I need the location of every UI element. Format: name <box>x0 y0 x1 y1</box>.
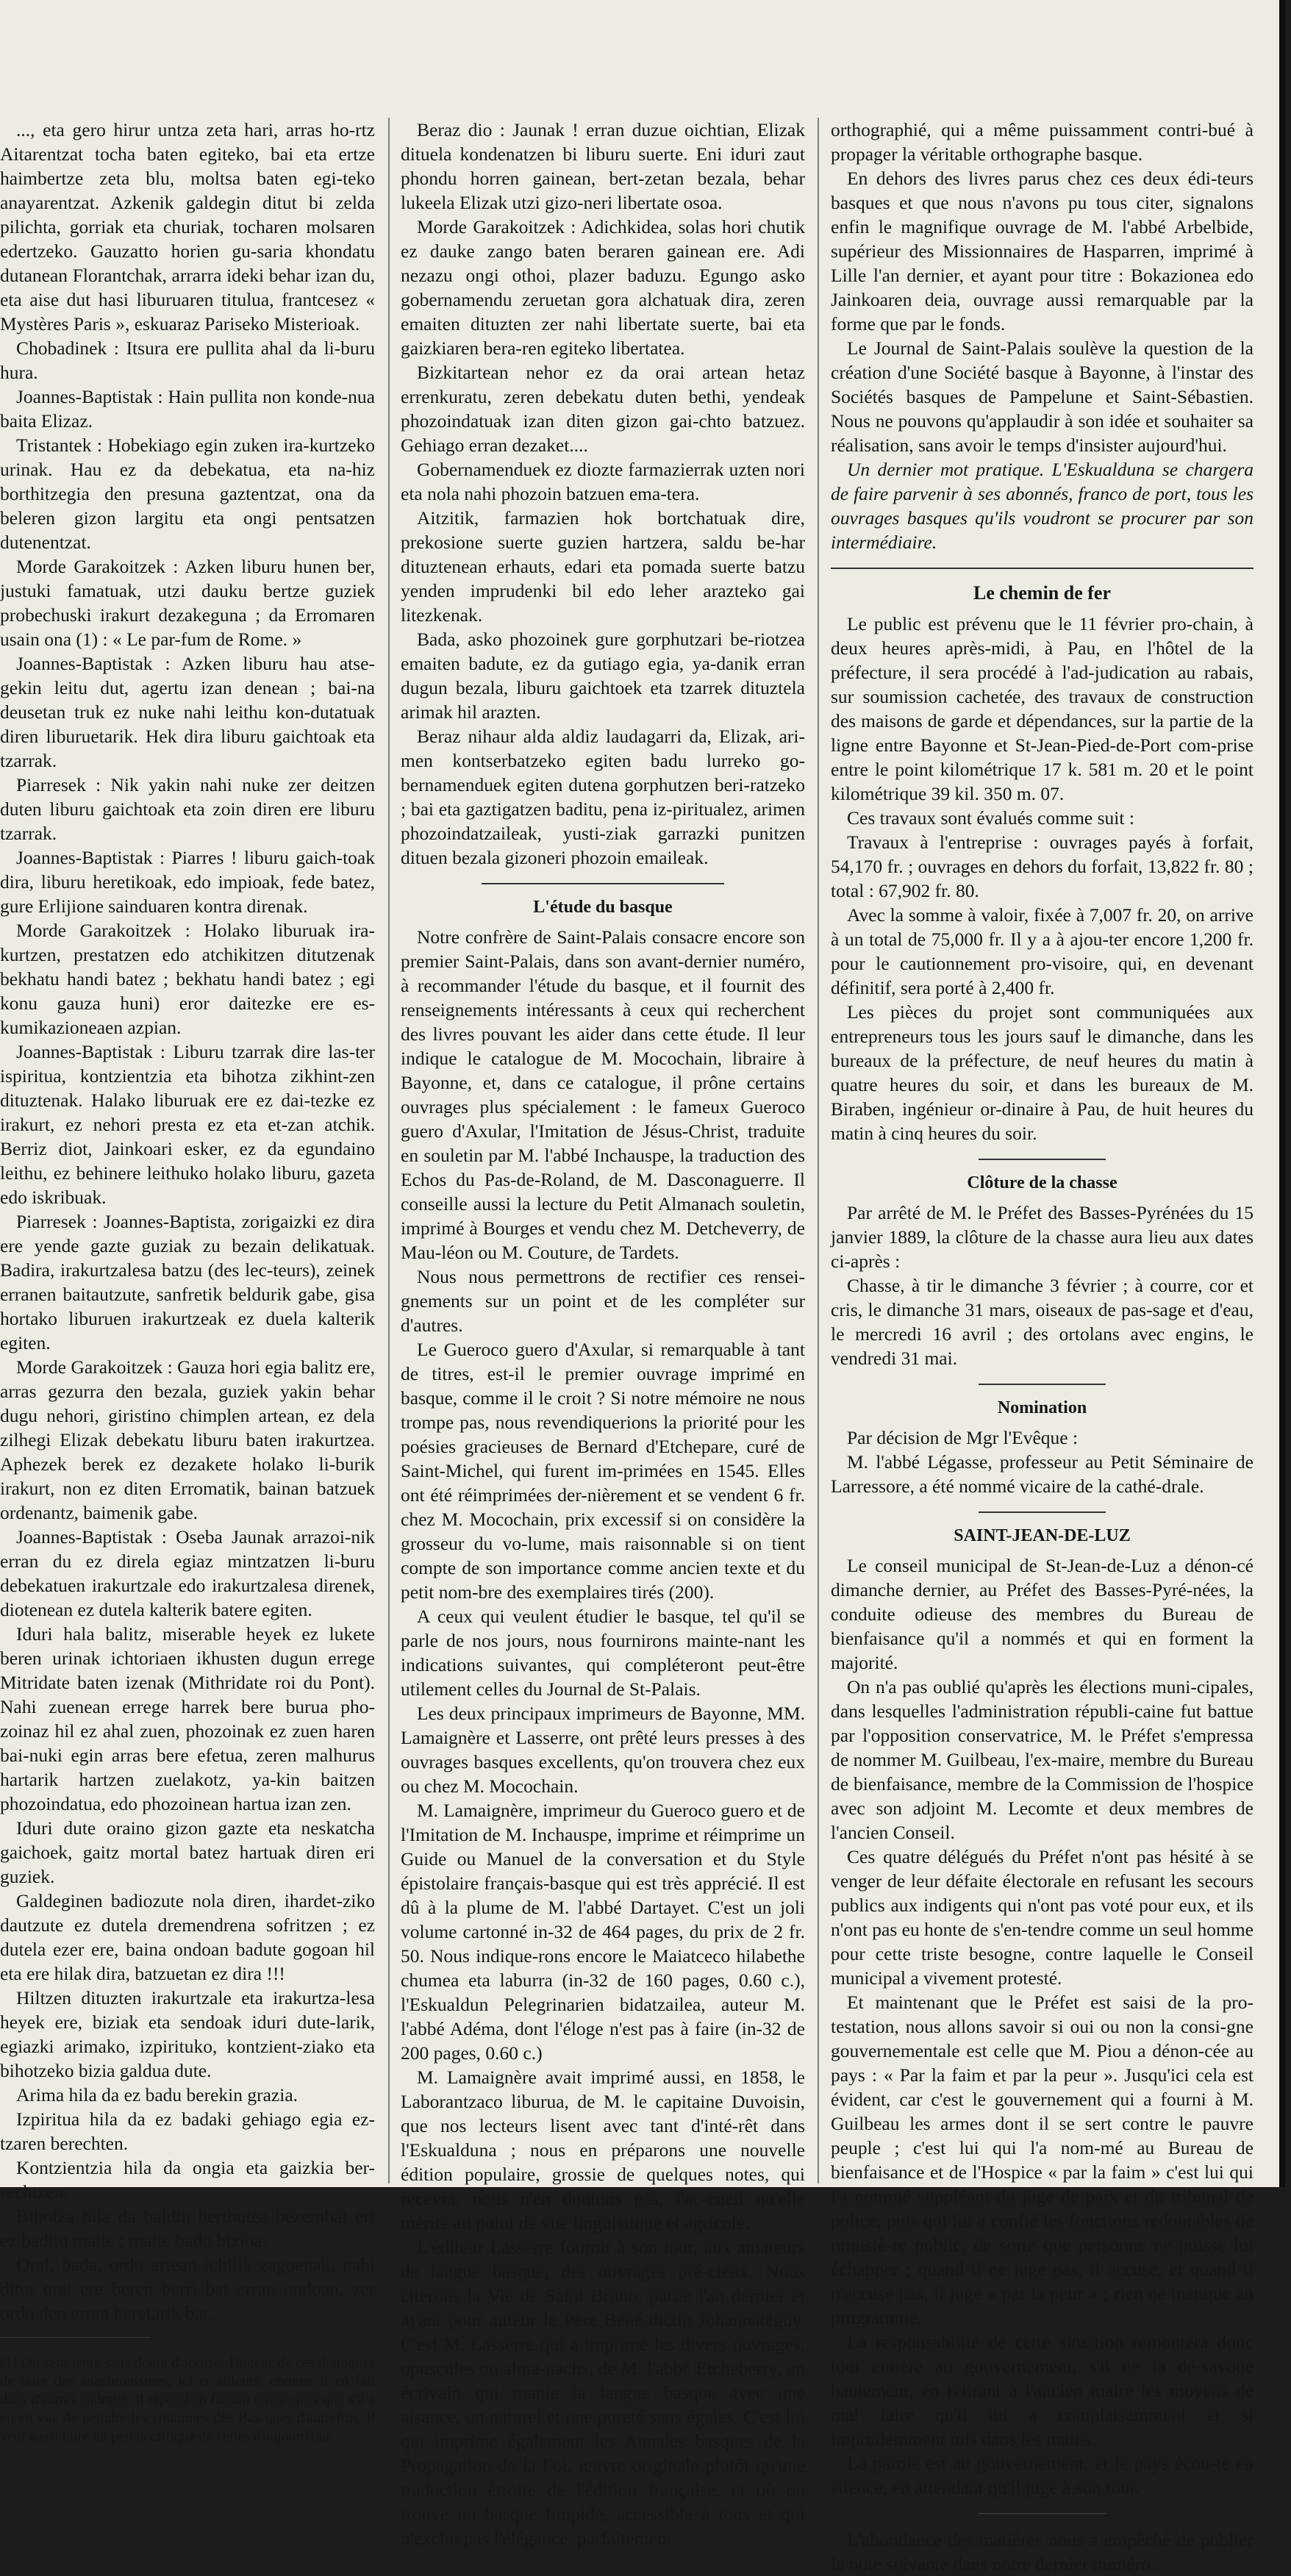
paragraph: Travaux à l'entreprise : ouvrages payés à forfait, 54,170 fr. ; ouvrages en dehors du forfait, 13,822 fr. 80 ; total : 67,902 fr. 80. <box>831 831 1254 901</box>
page-edge <box>1279 0 1285 2187</box>
column-3 <box>831 118 1254 2575</box>
column-divider-2 <box>818 118 819 2183</box>
section-rule <box>831 568 1254 569</box>
section-chemin-de-fer <box>831 612 1254 1145</box>
paragraph: Iduri hala balitz, miserable heyek ez lukete beren urinak ichtoriaen ikhusten dugun errege Mitridate baten izenak (Mithridate roi du Pont). Nahi zuenean errege harrek bere burua pho-zoinaz hil ez ahal zuen, phozoinak ez zuen haren bai-nuki egin arras bere efetua, zeren malhurus hartarik hartzen zuelakotz, ya-kin baitzen phozoindatua, edo phozoinean hartua izan zen. <box>0 1623 375 1814</box>
paragraph: Arima hila da ez badu berekin grazia. <box>16 2084 298 2105</box>
paragraph: Morde Garakoitzek : Adichkidea, solas hori chutik ez dauke zango baten beraren gainean ere. Adi nezazu ongi othoi, plazer baduzu. Egungo asko gobernamendu zeruetan gora alchatuak dira, zeren emaiten dituzten zer nahi libertate suerte, bai eta gaizkiaren bera-ren egiteko libertatea. <box>401 216 805 359</box>
paragraph: Joannes-Baptistak : Oseba Jaunak arrazoi-nik erran du ez direla egiaz mintzatzen li-buru debekatuen irakurtzale edo irakurtzalesa direnek, diotenean ez dutela kalterik batere egiten. <box>0 1526 375 1620</box>
column-divider-1 <box>388 118 390 2183</box>
paragraph: Joannes-Baptistak : Hain pullita non konde-nua baita Elizaz. <box>0 386 375 432</box>
paragraph: Morde Garakoitzek : Gauza hori egia balitz ere, arras gezurra den bezala, guziek yakin behar dugu nehori, giristino chimplen artean, ez dela zilhegi Elizak debekatu liburu baten irakurtzea. Aphezek berek ez dezakete holako li-burik irakurt, non ez diten Erromatik, bainan batzuek ordenantz, baimenik gabe. <box>0 1356 375 1523</box>
paragraph: Chobadinek : Itsura ere pullita ahal da li-buru hura. <box>0 337 375 383</box>
column-2-body <box>401 118 805 870</box>
intro-paragraph: orthographié, qui a même puissamment contri-bué à propager la véritable orthographe basque. <box>831 119 1254 165</box>
section-title-chemin-de-fer: Le chemin de fer <box>973 582 1111 604</box>
paragraph: Beraz nihaur alda aldiz laudagarri da, Elizak, ari-men kontserbatzeko egiten badu lurreko go-bernamenduek egiten dutena gorphutzen beri-ratzeko ; bai eta gaztigatzen baditu, pena iz-piritualez, arimen phozoindatzaileak, yusti-ziak garrazki punitzen dituen bezala gizoneri phozoin emaileak. <box>401 726 805 868</box>
paragraph: Piarresek : Joannes-Baptista, zorigaizki ez dira ere yende gazte guziak zu bezain delikatuak. Badira, irakurtzalesa batzu (des lec-teurs), zeinek erranen baitautzute, sanfretik beldurik gabe, gisa hortako liburuen irakurtzeak ez duela kalterik egiten. <box>0 1211 375 1353</box>
closing-paragraph: L'abondance des matières nous a empêché de publier la note suivante dans notre dernier numéro : <box>831 2529 1254 2575</box>
article-title: L'étude du basque <box>533 898 673 917</box>
paragraph: Orai, bada, ordu artean ichilik zagoenak, nahi ditut orai ere beren berri bat erran ondoan, zer ordu den erran beretarik bat. <box>0 2254 375 2324</box>
paragraph: Izpiritua hila da ez badaki gehiago egia ez-tzaren berechten. <box>0 2108 375 2154</box>
paragraph: Nous nous permettrons de rectifier ces rensei-gnements sur un point et de les compléter sur d'autres. <box>401 1266 805 1336</box>
paragraph: Chasse, à tir le dimanche 3 février ; à courre, cor et cris, le dimanche 31 mars, oiseaux de pas-sage et d'eau, le mercredi 16 avril ; des ortolans avec engins, le vendredi 31 mai. <box>831 1275 1254 1369</box>
paragraph: Hiltzen dituzten irakurtzale eta irakurtza-lesa heyek ere, biziak eta sendoak iduri dute-larik, egiazki arimako, izpirituko, kontzient-ziako eta bihotzeko bizia galdua dute. <box>0 1987 375 2081</box>
intro-paragraph-2: En dehors des livres parus chez ces deux édi-teurs basques et que nous n'avons pu tous citer, signalons enfin le magnifique ouvrage de M. l'abbé Arbelbide, supérieur des Missionnaires de Hasparren, imprimé à Lille l'an dernier, et ayant pour titre : Bokazionea edo Jainkoaren deia, ouvrage aussi remarquable par la forme que par le fonds. <box>831 168 1254 334</box>
paragraph: Le Gueroco guero d'Axular, si remarquable à tant de titres, est-il le premier ouvrage imprimé en basque, comme il le croit ? Si notre mémoire ne nous trompe pas, nous revendiquerions la priorité pour les poésies gracieuses de Bernard d'Etchepare, curé de Saint-Michel, qui furent im-primées en 1545. Elles ont été réimprimées der-nièrement et se vendent 6 fr. chez M. Mocochain, prix excessif si on considère la grosseur du vo-lume, mais raisonnable si on tient compte de son importance comme ancien texte et du petit nom-bre des exemplaires tirés (200). <box>401 1339 805 1603</box>
intro-paragraph-4: Un dernier mot pratique. L'Eskualduna se chargera de faire parvenir à ses abonnés, franco de port, tous les ouvrages basques qu'ils voudront se procurer par son intermédiaire. <box>831 459 1254 553</box>
paragraph: Beraz dio : Jaunak ! erran duzue oichtian, Elizak dituela kondenatzen bi liburu suerte. Eni iduri zaut phondu horren gainean, bert-zetan bezala, behar lukeela Elizak utzi gizo-neri libertate osoa. <box>401 119 805 213</box>
paragraph: Les pièces du projet sont communiquées aux entrepreneurs tous les jours sauf le dimanche, dans les bureaux de la préfecture, de neuf heures du matin à quatre heures du soir, et dans les bureaux de M. Biraben, ingénieur or-dinaire à Pau, de huit heures du matin à cinq heures du soir. <box>831 1001 1254 1144</box>
paragraph: Galdeginen badiozute nola diren, ihardet-ziko dautzute ez dutela dremendrena sofritzen ; ez dutela ezer ere, baina ondoan badute gogoan hil eta ere hilak dira, batzuetan ez dira !!! <box>0 1890 375 1984</box>
paragraph: Le conseil municipal de St-Jean-de-Luz a dénon-cé dimanche dernier, au Préfet des Basses-Pyré-nées, la conduite odieuse des membres du Bureau de bienfaisance qu'il a nommés et qui en forment la majorité. <box>831 1555 1254 1673</box>
paragraph: Avec la somme à valoir, fixée à 7,007 fr. 20, on arrive à un total de 75,000 fr. Il y a à ajou-ter encore 1,200 fr. pour le cautionnement pro-visoire, qui, en devenant définitif, sera porté à 2,400 fr. <box>831 904 1254 998</box>
paragraph: Et maintenant que le Préfet est saisi de la pro-testation, nous allons savoir si oui ou non la consi-gne gouvernementale est celle que M. Piou a dénon-cée au pays : « Par la faim et par la peur ». Jusqu'ici cela est évident, car c'est le gouvernement qui a fourni à M. Guilbeau les armes dont il se sert contre le pauvre peuple ; c'est lui qui l'a nom-mé au Bureau de bienfaisance et de l'Hospice « par la faim » c'est lui qui l'a nommé suppléant du juge de paix et du tribunal de police, puis qui lui a confié les fonctions redoutables de ministè-re public, de sorte que personne ne puisse lui échapper ; quand il ne juge pas, il accuse, et quand il n'accuse pas, il juge « par la peur » ; rien ne manque au programme. <box>831 1992 1254 2328</box>
paragraph: Piarresek : Nik yakin nahi nuke zer deitzen duten liburu gaichtoak eta zoin diren ere liburu tzarrak. <box>0 774 375 844</box>
paragraph: Ces quatre délégués du Préfet n'ont pas hésité à se venger de leur défaite électorale en refusant les secours publics aux indigents qui n'ont pas voté pour eux, et ils n'ont pas eu honte de s'en-tendre comme un seul homme pour cette triste besogne, contre laquelle le Conseil municipal a vivement protesté. <box>831 1846 1254 1989</box>
section-nomination <box>831 1425 1254 1498</box>
section-title-saint-jean-de-luz: SAINT-JEAN-DE-LUZ <box>954 1526 1131 1545</box>
paragraph: Iduri dute oraino gizon gazte eta neskatcha gaichoek, gaitz mortal batez hartuak diren eri guziek. <box>0 1817 375 1887</box>
section-rule <box>482 883 724 884</box>
paragraph: ..., eta gero hirur untza zeta hari, arras ho-rtz Aitarentzat tocha baten egiteko, bai eta ertze haimbertze zeta blu, moltsa baten egi-teko anayarentzat. Azkenik galdegin ditut bi zelda pilichta, gorriak eta churiak, tocharen molsaren edertzeko. Gauzatto horien gu-saria khondatu dutanean Florantchak, arrarra ideki behar izan du, eta aise dut hasi liburuaren titulua, frantcesez « Mystères Paris », eskuaraz Pariseko Misterioak. <box>0 119 375 334</box>
paragraph: Par arrêté de M. le Préfet des Basses-Pyrénées du 15 janvier 1889, la clôture de la chasse aura lieu aux dates ci-après : <box>831 1202 1254 1272</box>
paragraph: Notre confrère de Saint-Palais consacre encore son premier Saint-Palais, dans son avant-dernier numéro, à recommander l'étude du basque, et il fournit des renseignements intéressants à ceux qui recherchent des livres pouvant les aider dans cette étude. Il leur indique le catalogue de M. Mocochain, libraire à Bayonne, et, dans ce catalogue, il prône certains ouvrages plus spécialement : le fameux Gueroco guero d'Axular, l'Imitation de Jésus-Christ, traduite en souletin par M. l'abbé Inchauspe, la traduction des Echos du Pas-de-Roland, de M. Dasconaguerre. Il conseille aussi la lecture du Petit Almanach souletin, imprimé à Bourges et vendu chez M. Detcheverry, de Mau-léon ou M. Couture, de Tardets. <box>401 926 805 1263</box>
paragraph: Les deux principaux imprimeurs de Bayonne, MM. Lamaignère et Lasserre, ont prêté leurs presses à des ouvrages basques excellents, qu'on trouvera chez eux ou chez M. Mocochain. <box>401 1703 805 1797</box>
paragraph: Morde Garakoitzek : Azken liburu hunen ber, justuki famatuak, utzi dauku bertze guziek probechuski irakurt dezakeguna ; da Erromaren usain ona (1) : « Le par-fum de Rome. » <box>0 556 375 650</box>
paragraph: Kontzientzia hila da ongia eta gaizkia ber-rechtzen. <box>0 2157 375 2203</box>
paragraph: Par décision de Mgr l'Evêque : <box>847 1427 1079 1448</box>
intro-paragraph-3: Le Journal de Saint-Palais soulève la question de la création d'une Société basque à Bayonne, à l'instar des Sociétés basques de Pampelune et Saint-Sébastien. Nous ne pouvons qu'applaudir à son idée et souhaiter sa réalisation, sans avoir le temps d'insister aujourd'hui. <box>831 337 1254 456</box>
column-1-body <box>0 118 375 2325</box>
footnote-rule <box>0 2337 150 2338</box>
paragraph: Aitzitik, farmazien hok bortchatuak dire, prekosione suerte guzien hartzera, saldu be-har dituztenean erhauts, edari eta pomada suerte batzu yenden imprudenki bil edo leher arazteko gai litezkenak. <box>401 507 805 626</box>
paragraph: Morde Garakoitzek : Holako liburuak ira-kurtzen, prestatzen edo atchikitzen ditutzenak bekhatu handi batez ; bekhatu handi batez ; egi konu gauza huni) eror daitezke ere es-kumikazioneaen azpian. <box>0 920 375 1038</box>
column-1 <box>0 118 375 2444</box>
paragraph: Le public est prévenu que le 11 février pro-chain, à deux heures après-midi, à Pau, en l'hôtel de la préfecture, il sera procédé à l'ad-judication au rabais, sur soumission cachetée, des travaux de construction des maisons de garde et dépendances, sur la partie de la ligne entre Bayonne et St-Jean-Pied-de-Port com-prise entre le point kilométrique 17 k. 581 m. 20 et le point kilométrique 39 kil. 350 m. 07. <box>831 613 1254 804</box>
section-saint-jean-de-luz <box>831 1553 1254 2500</box>
paragraph: La responsabilité de cette situation remontera donc tout entière au gouvernement, s'il ne la dé-savoue hautement, en retirant à l'ancien maire les moyens de mal faire qu'il lui a complaisamment et si imprudemment mis dans les mains. <box>831 2331 1254 2450</box>
paragraph: Joannes-Baptistak : Piarres ! liburu gaich-toak dira, liburu heretikoak, edo impioak, fede batez, gure Erlijione sainduaren kontra direnak. <box>0 847 375 917</box>
paragraph: Bizkitartean nehor ez da orai artean hetaz errenkuratu, zeren debekatu duten bethi, yendeak phozoindatuak izan diten gizon gai-chto batzuez. Gehiago erran dezaket.... <box>401 362 805 456</box>
footnote: (1) On sera tenté sans doute d'accuser l'auteur de ces dialogues de faire des anachronismes, ici et ailleurs, comme il en fait dans d'autres endroits. Il répond en faisant remar-quer que s'il a eu en vue de peindre les coutumes des Bas-ques d'autrefois, il veut aussi faire un peu la critique de celles d'aujourd'hui. <box>0 2355 375 2444</box>
section-title-chasse: Clôture de la chasse <box>967 1173 1117 1192</box>
section-title-nomination: Nomination <box>997 1398 1087 1417</box>
section-rule <box>979 1159 1106 1160</box>
paragraph: Joannes-Baptistak : Liburu tzarrak dire las-ter ispiritua, kontzientzia eta bihotza zikhint-zen dituztenak. Halako liburuak ere ez dai-tezke ez irakurt, ez nehori presta ez eta et-zan atchik. Berriz diot, Jainkoari esker, ez da egundaino leithu, ez behinere leithuko holako liburu, gazeta edo iskribuak. <box>0 1041 375 1208</box>
column-2 <box>401 118 805 2549</box>
section-rule <box>979 1511 1106 1513</box>
article-body <box>401 925 805 2550</box>
paragraph: Ces travaux sont évalués comme suit : <box>847 807 1134 829</box>
paragraph: La parole est au gouvernement, et le pays écou-te en silence, en attendant qu'il juge à son tour. <box>831 2452 1254 2498</box>
section-rule <box>979 1384 1106 1385</box>
paragraph: Tristantek : Hobekiago egin zuken ira-kurtzeko urinak. Hau ez da debekatua, eta na-hiz borthitzegia den presuna gaztentzat, ona da beleren gizon largitu eta ongi pentsatzen dutenentzat. <box>0 434 375 553</box>
section-rule <box>979 2513 1106 2514</box>
section-chasse <box>831 1201 1254 1370</box>
paragraph: M. Lamaignère, imprimeur du Gueroco guero et de l'Imitation de M. Inchauspe, imprime et réimprime un Guide ou Manuel de la conversation et du Style épistolaire français-basque qui est très apprécié. Il est dû à la plume de M. l'abbé Dartayet. C'est un joli volume cartonné in-32 de 464 pages, du prix de 2 fr. 50. Nous indique-rons encore le Maiatceco hilabethe chumea eta laburra (in-32 de 160 pages, 0.60 c.), l'Eskualdun Pelegrinarien bidatzailea, auteur M. l'abbé Adéma, dont l'éloge n'est pas à faire (in-32 de 200 pages, 0.60 c.) <box>401 1800 805 2064</box>
paragraph: Joannes-Baptistak : Azken liburu hau atse-gekin leitu dut, agertu izan denean ; bai-na deusetan truk ez nuke nahi leithu kon-dutatuak diren liburuetarik. Hek dira liburu gaichtoak eta tzarrak. <box>0 653 375 771</box>
paragraph: Bihotza hila da baldin berthutea bezembat eri ez baditu maite ; maite badu bizioa. <box>0 2205 375 2251</box>
paragraph: On n'a pas oublié qu'après les élections muni-cipales, dans lesquelles l'administration républi-caine fut battue par l'opposition conservatrice, M. le Préfet s'empressa de nommer M. Guilbeau, l'ex-maire, membre du Bureau de bienfaisance, membre de la Commission de l'hospice avec son adjoint M. Lecomte et deux membres de l'ancien Conseil. <box>831 1676 1254 1843</box>
paragraph: Gobernamenduek ez diozte farmazierrak uzten nori eta nola nahi phozoin batzuen ema-tera. <box>401 459 805 504</box>
paragraph: M. l'abbé Légasse, professeur au Petit Séminaire de Larressore, a été nommé vicaire de la cathé-drale. <box>831 1451 1254 1497</box>
paragraph: Bada, asko phozoinek gure gorphutzari be-riotzea emaiten badute, ez da gutiago egia, ya-danik erran dugun bezala, liburu gaichtoek eta tzarrek dituztela arimak hil arazten. <box>401 629 805 723</box>
paragraph: A ceux qui veulent étudier le basque, tel qu'il se parle de nos jours, nous fournirons mainte-nant les indications suivantes, qui compléteront peut-être utilement celles du Journal de St-Palais. <box>401 1606 805 1700</box>
paragraph: M. Lamaignère avait imprimé aussi, en 1858, le Laborantzaco liburua, de M. le capitaine Duvoisin, que nos lecteurs lisent avec tant d'inté-rêt dans l'Eskualduna ; nous en préparons une nouvelle édition populaire, grossie de quelques notes, qui recevra, nous n'en doutons pas, l'ac-cueil qu'elle mérite au point de vue linguistique et agricole. <box>401 2067 805 2233</box>
paragraph: L'éditeur Lasserre fournit à son tour, aux amateurs de langue basque, des ouvrages pré-cieux. Nous citerons la Vie de Saint Bruno, parue l'an dernier et ayant pour auteur le Père Béné-dictin Johannatéguy. C'est M. Lasserre qui a imprimé les divers ouvrages, opuscules ou alma-nachs, de M. l'abbé Etcheberry, un écrivain qui manie la langue basque avec une aisance, un naturel et une pureté sans égales. C'est lui qui imprime également les Annales basques de la Propagation de la Foi, œuvre originale plutôt qu'une traduction étroite de l'édition française, et où on trouve un basque limpide, accessible à tous et qui n'exclut pas l'élégance, parfaitement <box>401 2236 805 2549</box>
